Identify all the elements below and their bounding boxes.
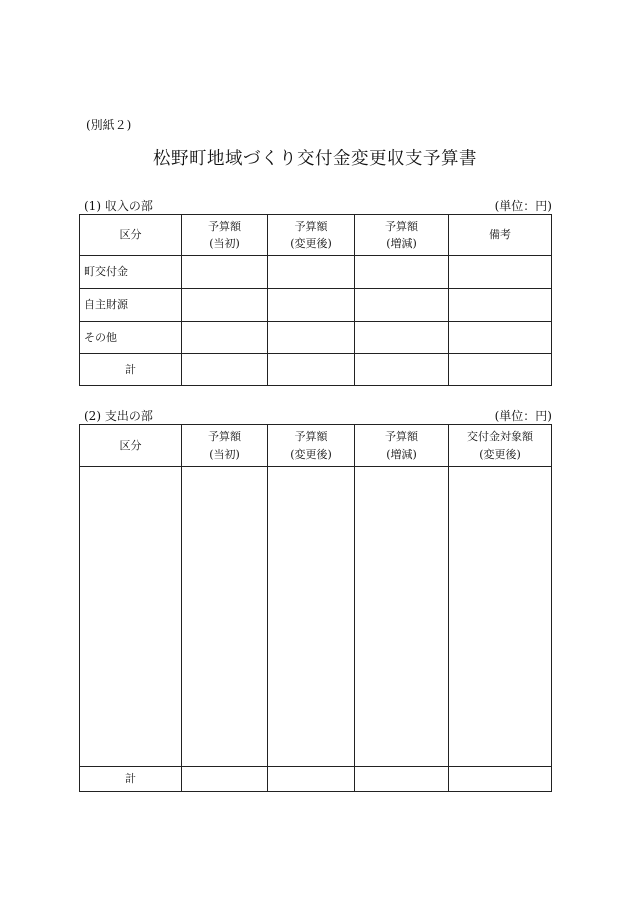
income-header-row — [80, 215, 552, 256]
income-total-initial[interactable] — [182, 354, 268, 386]
income-col-category: 区分 — [80, 215, 182, 256]
expense-body-row — [80, 467, 552, 767]
table-row — [80, 289, 552, 322]
expense-table — [79, 424, 552, 792]
income-cell-remarks[interactable] — [449, 322, 552, 354]
expense-total-change[interactable] — [355, 767, 449, 792]
expense-col-initial: 予算額 (当初) — [182, 425, 268, 467]
income-cell-change[interactable] — [355, 256, 449, 289]
income-row-label: 町交付金 — [80, 256, 182, 289]
expense-section-heading: (2) 支出の部 — [84, 409, 153, 423]
income-unit-label: (単位：円) — [494, 199, 552, 213]
expense-cell-category[interactable] — [80, 467, 182, 767]
income-col-initial: 予算額 (当初) — [182, 215, 268, 256]
income-cell-revised[interactable] — [268, 289, 355, 322]
income-row-label: 自主財源 — [80, 289, 182, 322]
expense-total-label: 計 — [80, 767, 182, 792]
income-total-remarks[interactable] — [449, 354, 552, 386]
expense-unit-label: (単位：円) — [494, 409, 552, 423]
expense-col-subsidy-eligible: 交付金対象額 (変更後) — [449, 425, 552, 467]
income-cell-change[interactable] — [355, 322, 449, 354]
income-table — [79, 214, 552, 386]
expense-col-change: 予算額 (増減) — [355, 425, 449, 467]
income-section-heading: (1) 収入の部 — [84, 199, 153, 213]
income-cell-change[interactable] — [355, 289, 449, 322]
expense-cell-initial[interactable] — [182, 467, 268, 767]
annex-label: (別紙２) — [86, 118, 132, 132]
expense-cell-revised[interactable] — [268, 467, 355, 767]
expense-total-revised[interactable] — [268, 767, 355, 792]
expense-total-subsidy-eligible[interactable] — [449, 767, 552, 792]
expense-cell-subsidy-eligible[interactable] — [449, 467, 552, 767]
expense-col-revised: 予算額 (変更後) — [268, 425, 355, 467]
income-total-change[interactable] — [355, 354, 449, 386]
table-row — [80, 322, 552, 354]
expense-total-initial[interactable] — [182, 767, 268, 792]
income-cell-initial[interactable] — [182, 256, 268, 289]
income-total-revised[interactable] — [268, 354, 355, 386]
expense-total-row — [80, 767, 552, 792]
expense-header-row — [80, 425, 552, 467]
document-title: 松野町地域づくり交付金変更収支予算書 — [153, 149, 477, 169]
income-cell-remarks[interactable] — [449, 289, 552, 322]
income-cell-remarks[interactable] — [449, 256, 552, 289]
income-cell-revised[interactable] — [268, 256, 355, 289]
income-col-remarks: 備考 — [449, 215, 552, 256]
expense-cell-change[interactable] — [355, 467, 449, 767]
income-cell-initial[interactable] — [182, 322, 268, 354]
income-row-label: その他 — [80, 322, 182, 354]
income-cell-revised[interactable] — [268, 322, 355, 354]
income-total-label: 計 — [80, 354, 182, 386]
expense-col-category: 区分 — [80, 425, 182, 467]
income-cell-initial[interactable] — [182, 289, 268, 322]
income-col-change: 予算額 (増減) — [355, 215, 449, 256]
income-total-row — [80, 354, 552, 386]
income-col-revised: 予算額 (変更後) — [268, 215, 355, 256]
table-row — [80, 256, 552, 289]
